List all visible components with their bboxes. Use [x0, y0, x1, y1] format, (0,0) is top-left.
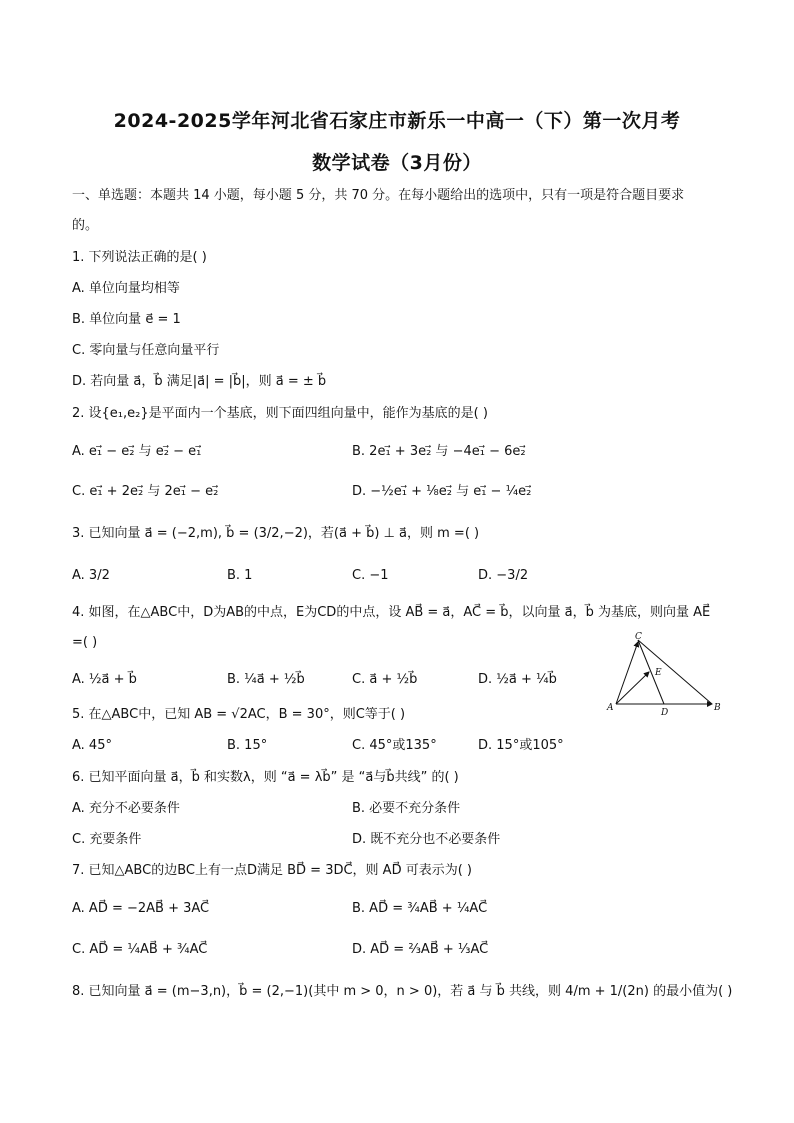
section-instruction-cont: 的。 — [72, 218, 99, 233]
question-4-option-a: A. ½a⃗ + b⃗ — [72, 672, 137, 687]
question-5-stem: 5. 在△ABC中，已知 AB = √2AC，B = 30°，则C等于( ) — [72, 707, 406, 722]
label-e: E — [655, 668, 662, 678]
question-2-stem: 2. 设{e₁,e₂}是平面内一个基底，则下面四组向量中，能作为基底的是( ) — [72, 406, 488, 421]
question-7-option-b: B. AD⃗ = ¾AB⃗ + ¼AC⃗ — [352, 901, 488, 916]
question-6-option-a: A. 充分不必要条件 — [72, 801, 180, 816]
question-1-stem: 1. 下列说法正确的是( ) — [72, 250, 207, 265]
question-8-stem: 8. 已知向量 a⃗ = (m−3,n)，b⃗ = (2,−1)(其中 m > 0，n > 0)，若 a⃗ 与 b⃗ 共线，则 4/m + 1/(2n) 的最小值为( ) — [72, 984, 733, 999]
question-3-stem: 3. 已知向量 a⃗ = (−2,m), b⃗ = (3/2,−2)，若(a⃗ + b⃗) ⊥ a⃗，则 m =( ) — [72, 526, 480, 541]
label-a: A — [607, 703, 614, 713]
question-7-option-a: A. AD⃗ = −2AB⃗ + 3AC⃗ — [72, 901, 210, 916]
question-2-option-c: C. e₁⃗ + 2e₂⃗ 与 2e₁⃗ − e₂⃗ — [72, 484, 219, 499]
question-5-option-b: B. 15° — [227, 738, 268, 753]
question-5-option-c: C. 45°或135° — [352, 738, 437, 753]
question-1-option-b: B. 单位向量 e⃗ = 1 — [72, 312, 181, 327]
question-1-option-d: D. 若向量 a⃗，b⃗ 满足|a⃗| = |b⃗|，则 a⃗ = ± b⃗ — [72, 374, 327, 389]
question-4-option-d: D. ½a⃗ + ¼b⃗ — [478, 672, 557, 687]
question-7-stem: 7. 已知△ABC的边BC上有一点D满足 BD⃗ = 3DC⃗，则 AD⃗ 可表示为( ) — [72, 863, 472, 878]
section-instruction: 一、单选题：本题共 14 小题，每小题 5 分，共 70 分。在每小题给出的选项中，只有一项是符合题目要求 — [72, 188, 685, 203]
label-c: C — [635, 632, 642, 642]
question-3-option-a: A. 3/2 — [72, 568, 110, 583]
question-3-option-d: D. −3/2 — [478, 568, 529, 583]
segment-ae — [616, 672, 649, 704]
label-d: D — [661, 708, 669, 718]
segment-cb — [638, 640, 712, 704]
question-6-option-c: C. 充要条件 — [72, 832, 142, 847]
question-1-option-c: C. 零向量与任意向量平行 — [72, 343, 220, 358]
exam-title: 2024-2025学年河北省石家庄市新乐一中高一（下）第一次月考 — [113, 110, 681, 132]
question-4-option-b: B. ¼a⃗ + ½b⃗ — [227, 672, 305, 687]
question-6-option-b: B. 必要不充分条件 — [352, 801, 461, 816]
question-1-option-a: A. 单位向量均相等 — [72, 281, 180, 296]
question-4-stem: 4. 如图，在△ABC中，D为AB的中点，E为CD的中点，设 AB⃗ = a⃗，AC⃗ = b⃗，以向量 a⃗，b⃗ 为基底，则向量 AE⃗ — [72, 605, 711, 620]
segment-ac — [616, 642, 638, 704]
question-3-option-b: B. 1 — [227, 568, 253, 583]
question-4-stem-cont: =( ) — [72, 635, 98, 650]
question-2-option-a: A. e₁⃗ − e₂⃗ 与 e₂⃗ − e₁⃗ — [72, 444, 202, 459]
question-7-option-d: D. AD⃗ = ⅔AB⃗ + ⅓AC⃗ — [352, 942, 489, 957]
question-7-option-c: C. AD⃗ = ¼AB⃗ + ¾AC⃗ — [72, 942, 208, 957]
question-2-option-b: B. 2e₁⃗ + 3e₂⃗ 与 −4e₁⃗ − 6e₂⃗ — [352, 444, 526, 459]
question-5-option-d: D. 15°或105° — [478, 738, 564, 753]
question-2-option-d: D. −½e₁⃗ + ⅛e₂⃗ 与 e₁⃗ − ¼e₂⃗ — [352, 484, 532, 499]
label-b: B — [714, 703, 721, 713]
exam-subtitle: 数学试卷（3月份） — [312, 152, 482, 174]
question-4-option-c: C. a⃗ + ½b⃗ — [352, 672, 418, 687]
question-3-option-c: C. −1 — [352, 568, 389, 583]
question-6-stem: 6. 已知平面向量 a⃗，b⃗ 和实数λ，则 “a⃗ = λb⃗” 是 “a⃗与b⃗共线” 的( ) — [72, 770, 459, 785]
question-5-option-a: A. 45° — [72, 738, 112, 753]
question-6-option-d: D. 既不充分也不必要条件 — [352, 832, 501, 847]
